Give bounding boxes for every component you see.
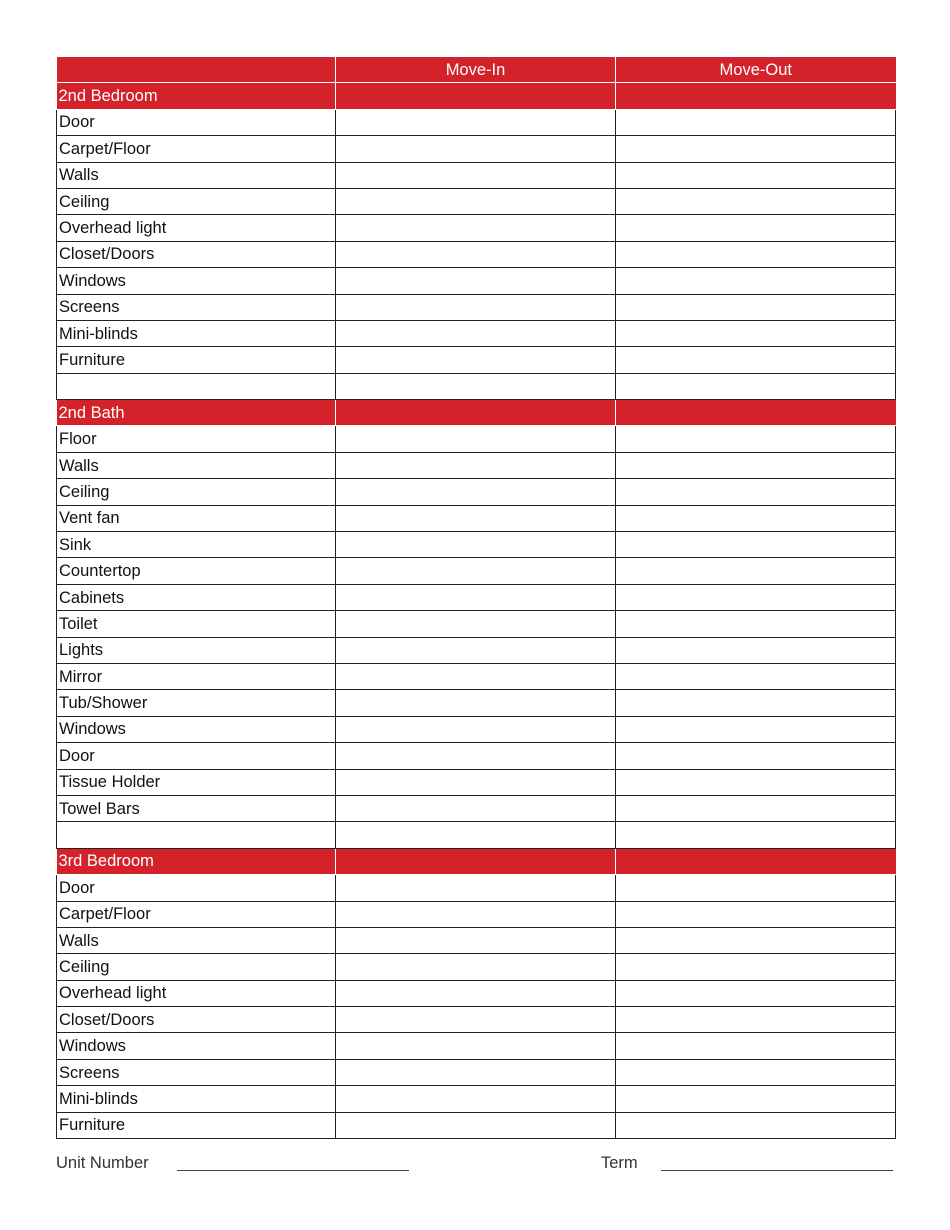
item-label: Ceiling (57, 188, 336, 214)
term-field[interactable] (661, 1170, 893, 1171)
move-out-cell[interactable] (616, 532, 896, 558)
move-in-cell[interactable] (336, 795, 616, 821)
move-out-section-cell (616, 400, 896, 426)
item-label: Mini-blinds (57, 320, 336, 346)
checklist-row (57, 743, 896, 769)
checklist-row (57, 373, 896, 399)
move-in-section-cell (336, 83, 616, 109)
move-in-section-cell (336, 848, 616, 874)
checklist-row (57, 452, 896, 478)
item-label: Floor (57, 426, 336, 452)
item-label: Door (57, 109, 336, 135)
move-out-cell[interactable] (616, 690, 896, 716)
move-out-cell[interactable] (616, 611, 896, 637)
move-in-cell[interactable] (336, 268, 616, 294)
move-in-cell[interactable] (336, 558, 616, 584)
move-in-cell[interactable] (336, 927, 616, 953)
move-out-section-cell (616, 83, 896, 109)
move-out-column-header: Move-Out (616, 57, 896, 83)
move-out-cell[interactable] (616, 479, 896, 505)
move-in-cell[interactable] (336, 637, 616, 663)
item-label: Sink (57, 532, 336, 558)
checklist-row (57, 795, 896, 821)
item-label: Ceiling (57, 479, 336, 505)
item-label: Screens (57, 1059, 336, 1085)
section-title: 3rd Bedroom (57, 848, 336, 874)
move-out-cell[interactable] (616, 426, 896, 452)
checklist-row (57, 347, 896, 373)
move-in-cell[interactable] (336, 109, 616, 135)
section-header-row (57, 848, 896, 874)
move-out-cell[interactable] (616, 822, 896, 848)
move-out-cell[interactable] (616, 954, 896, 980)
move-out-cell[interactable] (616, 1086, 896, 1112)
checklist-row (57, 663, 896, 689)
item-column-header (57, 57, 336, 83)
move-in-cell[interactable] (336, 769, 616, 795)
checklist-row (57, 901, 896, 927)
item-label: Windows (57, 268, 336, 294)
item-label (57, 822, 336, 848)
move-in-cell[interactable] (336, 452, 616, 478)
item-label: Carpet/Floor (57, 136, 336, 162)
checklist-row (57, 162, 896, 188)
move-in-section-cell (336, 400, 616, 426)
checklist-row (57, 1112, 896, 1138)
checklist-row (57, 716, 896, 742)
inspection-checklist (56, 56, 895, 1139)
move-out-cell[interactable] (616, 452, 896, 478)
move-in-cell[interactable] (336, 980, 616, 1006)
move-in-cell[interactable] (336, 690, 616, 716)
checklist-row (57, 426, 896, 452)
item-label: Door (57, 743, 336, 769)
move-in-cell[interactable] (336, 188, 616, 214)
move-out-cell[interactable] (616, 109, 896, 135)
move-out-cell[interactable] (616, 558, 896, 584)
move-in-cell[interactable] (336, 875, 616, 901)
checklist-row (57, 215, 896, 241)
checklist-row (57, 822, 896, 848)
move-out-cell[interactable] (616, 136, 896, 162)
move-in-cell[interactable] (336, 716, 616, 742)
move-in-cell[interactable] (336, 347, 616, 373)
checklist-row (57, 980, 896, 1006)
checklist-row (57, 109, 896, 135)
move-in-cell[interactable] (336, 215, 616, 241)
item-label: Closet/Doors (57, 241, 336, 267)
checklist-row (57, 532, 896, 558)
item-label: Towel Bars (57, 795, 336, 821)
checklist-row (57, 954, 896, 980)
move-out-cell[interactable] (616, 162, 896, 188)
move-in-cell[interactable] (336, 663, 616, 689)
move-out-cell[interactable] (616, 927, 896, 953)
move-in-cell[interactable] (336, 241, 616, 267)
item-label: Screens (57, 294, 336, 320)
checklist-row (57, 294, 896, 320)
move-in-cell[interactable] (336, 136, 616, 162)
item-label: Countertop (57, 558, 336, 584)
checklist-row (57, 1007, 896, 1033)
checklist-row (57, 136, 896, 162)
checklist-row (57, 690, 896, 716)
checklist-row (57, 505, 896, 531)
move-out-cell[interactable] (616, 294, 896, 320)
checklist-row (57, 584, 896, 610)
section-title: 2nd Bath (57, 400, 336, 426)
move-in-cell[interactable] (336, 743, 616, 769)
item-label: Mini-blinds (57, 1086, 336, 1112)
move-out-cell[interactable] (616, 268, 896, 294)
checklist-row (57, 188, 896, 214)
item-label: Furniture (57, 1112, 336, 1138)
item-label: Tub/Shower (57, 690, 336, 716)
move-in-cell[interactable] (336, 822, 616, 848)
move-out-cell[interactable] (616, 663, 896, 689)
term-label: Term (601, 1154, 638, 1172)
move-in-cell[interactable] (336, 954, 616, 980)
move-in-cell[interactable] (336, 479, 616, 505)
move-in-cell[interactable] (336, 426, 616, 452)
checklist-row (57, 1059, 896, 1085)
checklist-row (57, 320, 896, 346)
section-title: 2nd Bedroom (57, 83, 336, 109)
item-label: Ceiling (57, 954, 336, 980)
footer (56, 1152, 895, 1176)
move-out-cell[interactable] (616, 215, 896, 241)
move-out-cell[interactable] (616, 980, 896, 1006)
move-out-cell[interactable] (616, 901, 896, 927)
move-in-cell[interactable] (336, 320, 616, 346)
move-out-cell[interactable] (616, 743, 896, 769)
section-header-row (57, 83, 896, 109)
move-in-cell[interactable] (336, 584, 616, 610)
move-in-cell[interactable] (336, 505, 616, 531)
move-in-cell[interactable] (336, 1033, 616, 1059)
move-out-cell[interactable] (616, 875, 896, 901)
move-in-cell[interactable] (336, 1007, 616, 1033)
item-label: Mirror (57, 663, 336, 689)
unit-number-field[interactable] (177, 1170, 409, 1171)
column-header-row (57, 57, 896, 83)
checklist-row (57, 927, 896, 953)
move-in-cell[interactable] (336, 373, 616, 399)
checklist-row (57, 241, 896, 267)
move-in-column-header: Move-In (336, 57, 616, 83)
move-out-cell[interactable] (616, 373, 896, 399)
move-out-cell[interactable] (616, 584, 896, 610)
item-label: Tissue Holder (57, 769, 336, 795)
item-label: Walls (57, 452, 336, 478)
move-in-cell[interactable] (336, 1086, 616, 1112)
item-label: Windows (57, 716, 336, 742)
move-out-cell[interactable] (616, 241, 896, 267)
move-out-cell[interactable] (616, 795, 896, 821)
move-in-cell[interactable] (336, 162, 616, 188)
move-in-cell[interactable] (336, 611, 616, 637)
move-out-cell[interactable] (616, 769, 896, 795)
move-out-section-cell (616, 848, 896, 874)
item-label: Overhead light (57, 980, 336, 1006)
move-out-cell[interactable] (616, 637, 896, 663)
item-label: Overhead light (57, 215, 336, 241)
move-out-cell[interactable] (616, 505, 896, 531)
item-label: Lights (57, 637, 336, 663)
item-label: Walls (57, 162, 336, 188)
move-out-cell[interactable] (616, 1007, 896, 1033)
move-out-cell[interactable] (616, 716, 896, 742)
move-out-cell[interactable] (616, 1033, 896, 1059)
item-label: Furniture (57, 347, 336, 373)
item-label: Carpet/Floor (57, 901, 336, 927)
item-label: Toilet (57, 611, 336, 637)
move-in-cell[interactable] (336, 1112, 616, 1138)
unit-number-label: Unit Number (56, 1154, 149, 1172)
move-out-cell[interactable] (616, 347, 896, 373)
checklist-row (57, 1086, 896, 1112)
move-out-cell[interactable] (616, 188, 896, 214)
move-in-cell[interactable] (336, 532, 616, 558)
move-in-cell[interactable] (336, 901, 616, 927)
checklist-row (57, 268, 896, 294)
checklist-row (57, 637, 896, 663)
item-label: Closet/Doors (57, 1007, 336, 1033)
checklist-row (57, 558, 896, 584)
item-label: Walls (57, 927, 336, 953)
move-out-cell[interactable] (616, 320, 896, 346)
item-label: Cabinets (57, 584, 336, 610)
move-out-cell[interactable] (616, 1059, 896, 1085)
checklist-table (56, 56, 896, 1139)
checklist-row (57, 769, 896, 795)
move-out-cell[interactable] (616, 1112, 896, 1138)
item-label: Windows (57, 1033, 336, 1059)
checklist-row (57, 1033, 896, 1059)
item-label (57, 373, 336, 399)
move-in-cell[interactable] (336, 1059, 616, 1085)
move-in-cell[interactable] (336, 294, 616, 320)
checklist-row (57, 875, 896, 901)
item-label: Door (57, 875, 336, 901)
checklist-row (57, 479, 896, 505)
checklist-row (57, 611, 896, 637)
item-label: Vent fan (57, 505, 336, 531)
section-header-row (57, 400, 896, 426)
